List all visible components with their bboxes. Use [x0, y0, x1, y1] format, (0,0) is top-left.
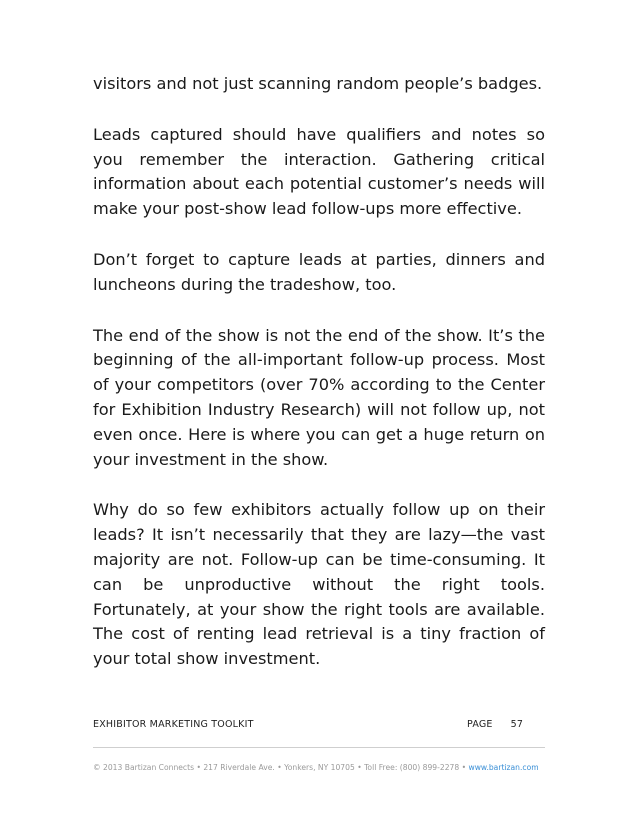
footer-page-number: 57	[510, 719, 524, 730]
footer-credits	[93, 763, 545, 772]
paragraph-1: visitors and not just scanning random people’s badges.	[93, 74, 543, 93]
paragraph-5: Why do so few exhibitors actually follow up on their leads? It isn’t necessarily that they are lazy—the vast majority are not. Follow-up can be time-consuming. It can be unproductive without the right tools. Fortunately, at your show the right tools are available. The cost of renting lead retrieval is a tiny fraction of your total show investment.	[93, 500, 545, 669]
footer-credits-text: © 2013 Bartizan Connects • 217 Riverdale Ave. • Yonkers, NY 10705 • Toll Free: (800) 899-2278 •	[93, 763, 467, 772]
footer-page-indicator	[467, 719, 523, 730]
footer-divider	[93, 747, 545, 748]
footer-website-link[interactable]: www.bartizan.com	[468, 763, 539, 772]
footer-page-label: PAGE	[467, 719, 493, 730]
footer-title: EXHIBITOR MARKETING TOOLKIT	[93, 719, 254, 730]
paragraph-4: The end of the show is not the end of the show. It’s the beginning of the all-important follow-up process. Most of your competitors (over 70% according to the Center for Exhibition Industry Research) will not follow up, not even once. Here is where you can get a huge return on your investment in the show.	[93, 325, 545, 469]
paragraph-3: Don’t forget to capture leads at parties, dinners and luncheons during the tradeshow, too.	[93, 249, 545, 294]
body-text	[93, 72, 545, 698]
paragraph-2: Leads captured should have qualifiers and notes so you remember the interaction. Gathering critical information about each potential customer’s needs will make your post-show lead follow-ups more effective.	[93, 124, 545, 219]
